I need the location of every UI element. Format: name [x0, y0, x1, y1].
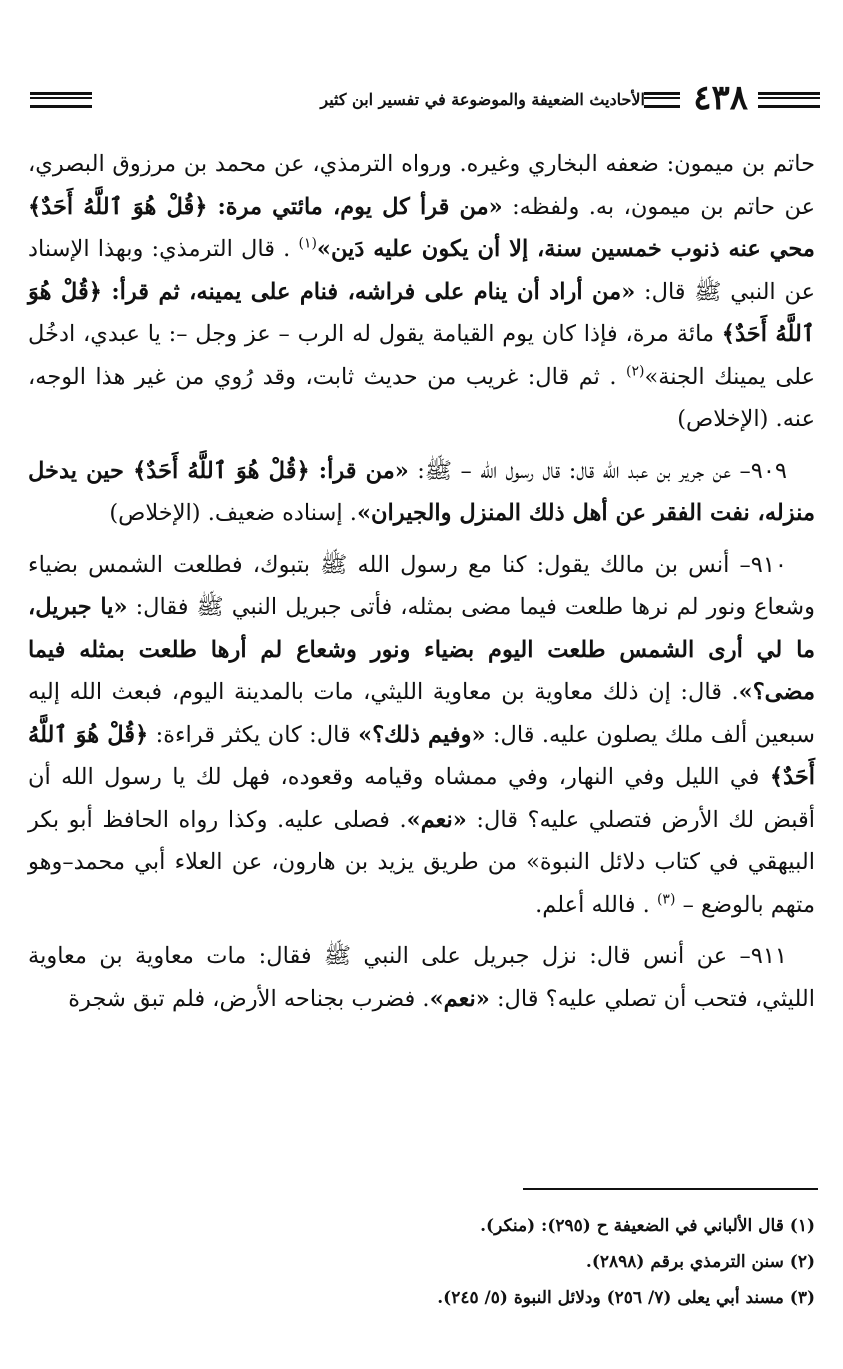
- text-run: . فضرب بجناحه الأرض، فلم تبق شجرة: [68, 985, 430, 1012]
- footnote-1: (١) قال الألباني في الضعيفة ح (٢٩٥): (منكر).: [480, 1216, 815, 1236]
- footnote-ref: (١): [298, 235, 317, 252]
- text-run: في الليل وفي النهار، وفي ممشاه وقيامه وقعوده، فهل لك يا رسول الله أن أقبض لك الأرض فتصلي عليه؟ قال:: [28, 764, 815, 833]
- footnotes: [25, 1208, 815, 1316]
- paragraph-p909: [28, 450, 815, 535]
- footnote-separator: [523, 1188, 818, 1190]
- text-run: . قال الترمذي: وبهذا الإسناد عن النبي ﷺ قال:: [28, 236, 815, 305]
- text-run: . إسناده ضعيف. (الإخلاص): [109, 500, 357, 526]
- text-run: حاتم بن ميمون: ضعفه البخاري وغيره. ورواه الترمذي، عن محمد بن مرزوق البصري، عن حاتم بن ميمون، به. ولفظه:: [28, 151, 815, 220]
- text-run: ٩٠٩– عن جرير بن عبد الله قال: قال رسول الله – ﷺ:: [408, 457, 787, 484]
- quoted-hadith-text: «نعم»: [429, 985, 490, 1012]
- quoted-hadith-text: «نعم»: [406, 806, 467, 833]
- book-title: الأحاديث الضعيفة والموضوعة في تفسير ابن كثير: [320, 90, 645, 109]
- running-header: [30, 80, 820, 120]
- quoted-hadith-text: ﴿قُلْ هُوَ ٱللَّهُ أَحَدٌ﴾: [28, 721, 815, 790]
- paragraph-p1: [28, 143, 815, 441]
- quoted-hadith-text: «من قرأ كل يوم، مائتي مرة: ﴿قُلْ هُوَ ٱللَّهُ أَحَدٌ﴾ محي عنه ذنوب خمسين سنة، إلا أن يكون عليه دَين»: [28, 193, 815, 262]
- quoted-hadith-text: «من قرأ: ﴿قُلْ هُوَ ٱللَّهُ أَحَدٌ﴾ حين يدخل منزله، نفت الفقر عن أهل ذلك المنزل والجيران»: [28, 457, 815, 526]
- text-run: . فالله أعلم.: [535, 891, 657, 918]
- header-ornament-right: [758, 92, 820, 108]
- page-number: ٤٣٨: [693, 78, 748, 118]
- quoted-hadith-text: «وفيم ذلك؟»: [358, 721, 486, 748]
- quoted-hadith-text: «من أراد أن ينام على فراشه، فنام على يمينه، ثم قرأ: ﴿قُلْ هُوَ ٱللَّهُ أَحَدٌ﴾: [28, 278, 815, 347]
- header-ornament-middle: [644, 92, 680, 108]
- text-run: ٩١٠– أنس بن مالك يقول: كنا مع رسول الله ﷺ بتبوك، فطلعت الشمس بضياء وشعاع ونور لم نرها طلعت فيما مضى بمثله، فأتى جبريل النبي ﷺ فقال:: [28, 551, 815, 620]
- footnote-ref: (٣): [656, 891, 676, 907]
- footnote-3: (٣) مسند أبي يعلى (٧/ ٢٥٦) ودلائل النبوة (٥/ ٢٤٥).: [437, 1288, 815, 1308]
- text-run: مائة مرة، فإذا كان يوم القيامة يقول له الرب – عز وجل –: يا عبدي، ادخُل على يمينك الجنة»: [28, 321, 816, 390]
- footnote-ref: (٢): [625, 363, 645, 379]
- footnote-2: (٢) سنن الترمذي برقم (٢٨٩٨).: [585, 1252, 815, 1272]
- header-ornament-left: [30, 92, 92, 108]
- main-text: [28, 143, 815, 1029]
- text-run: . قال: إن ذلك معاوية بن معاوية الليثي، مات بالمدينة اليوم، فبعث الله إليه سبعين ألف ملك يصلون عليه. قال:: [28, 679, 816, 748]
- text-run: ٩١١– عن أنس قال: نزل جبريل على النبي ﷺ فقال: مات معاوية بن معاوية الليثي، فتحب أن تصلي عليه؟ قال:: [28, 943, 815, 1012]
- text-run: . فصلى عليه. وكذا رواه الحافظ أبو بكر البيهقي في كتاب دلائل النبوة» من طريق يزيد بن هارون، عن العلاء أبي محمد–وهو متهم بالوضع –: [28, 806, 815, 918]
- quoted-hadith-text: «يا جبريل، ما لي أرى الشمس طلعت اليوم بضياء ونور وشعاع لم أرها طلعت بمثله فيما مضى؟»: [28, 594, 815, 705]
- text-run: . ثم قال: غريب من حديث ثابت، وقد رُوي من غير هذا الوجه، عنه. (الإخلاص): [28, 363, 815, 432]
- paragraph-p910: [28, 544, 815, 927]
- paragraph-p911: [28, 935, 815, 1020]
- text-run: قال: كان يكثر قراءة:: [148, 721, 359, 748]
